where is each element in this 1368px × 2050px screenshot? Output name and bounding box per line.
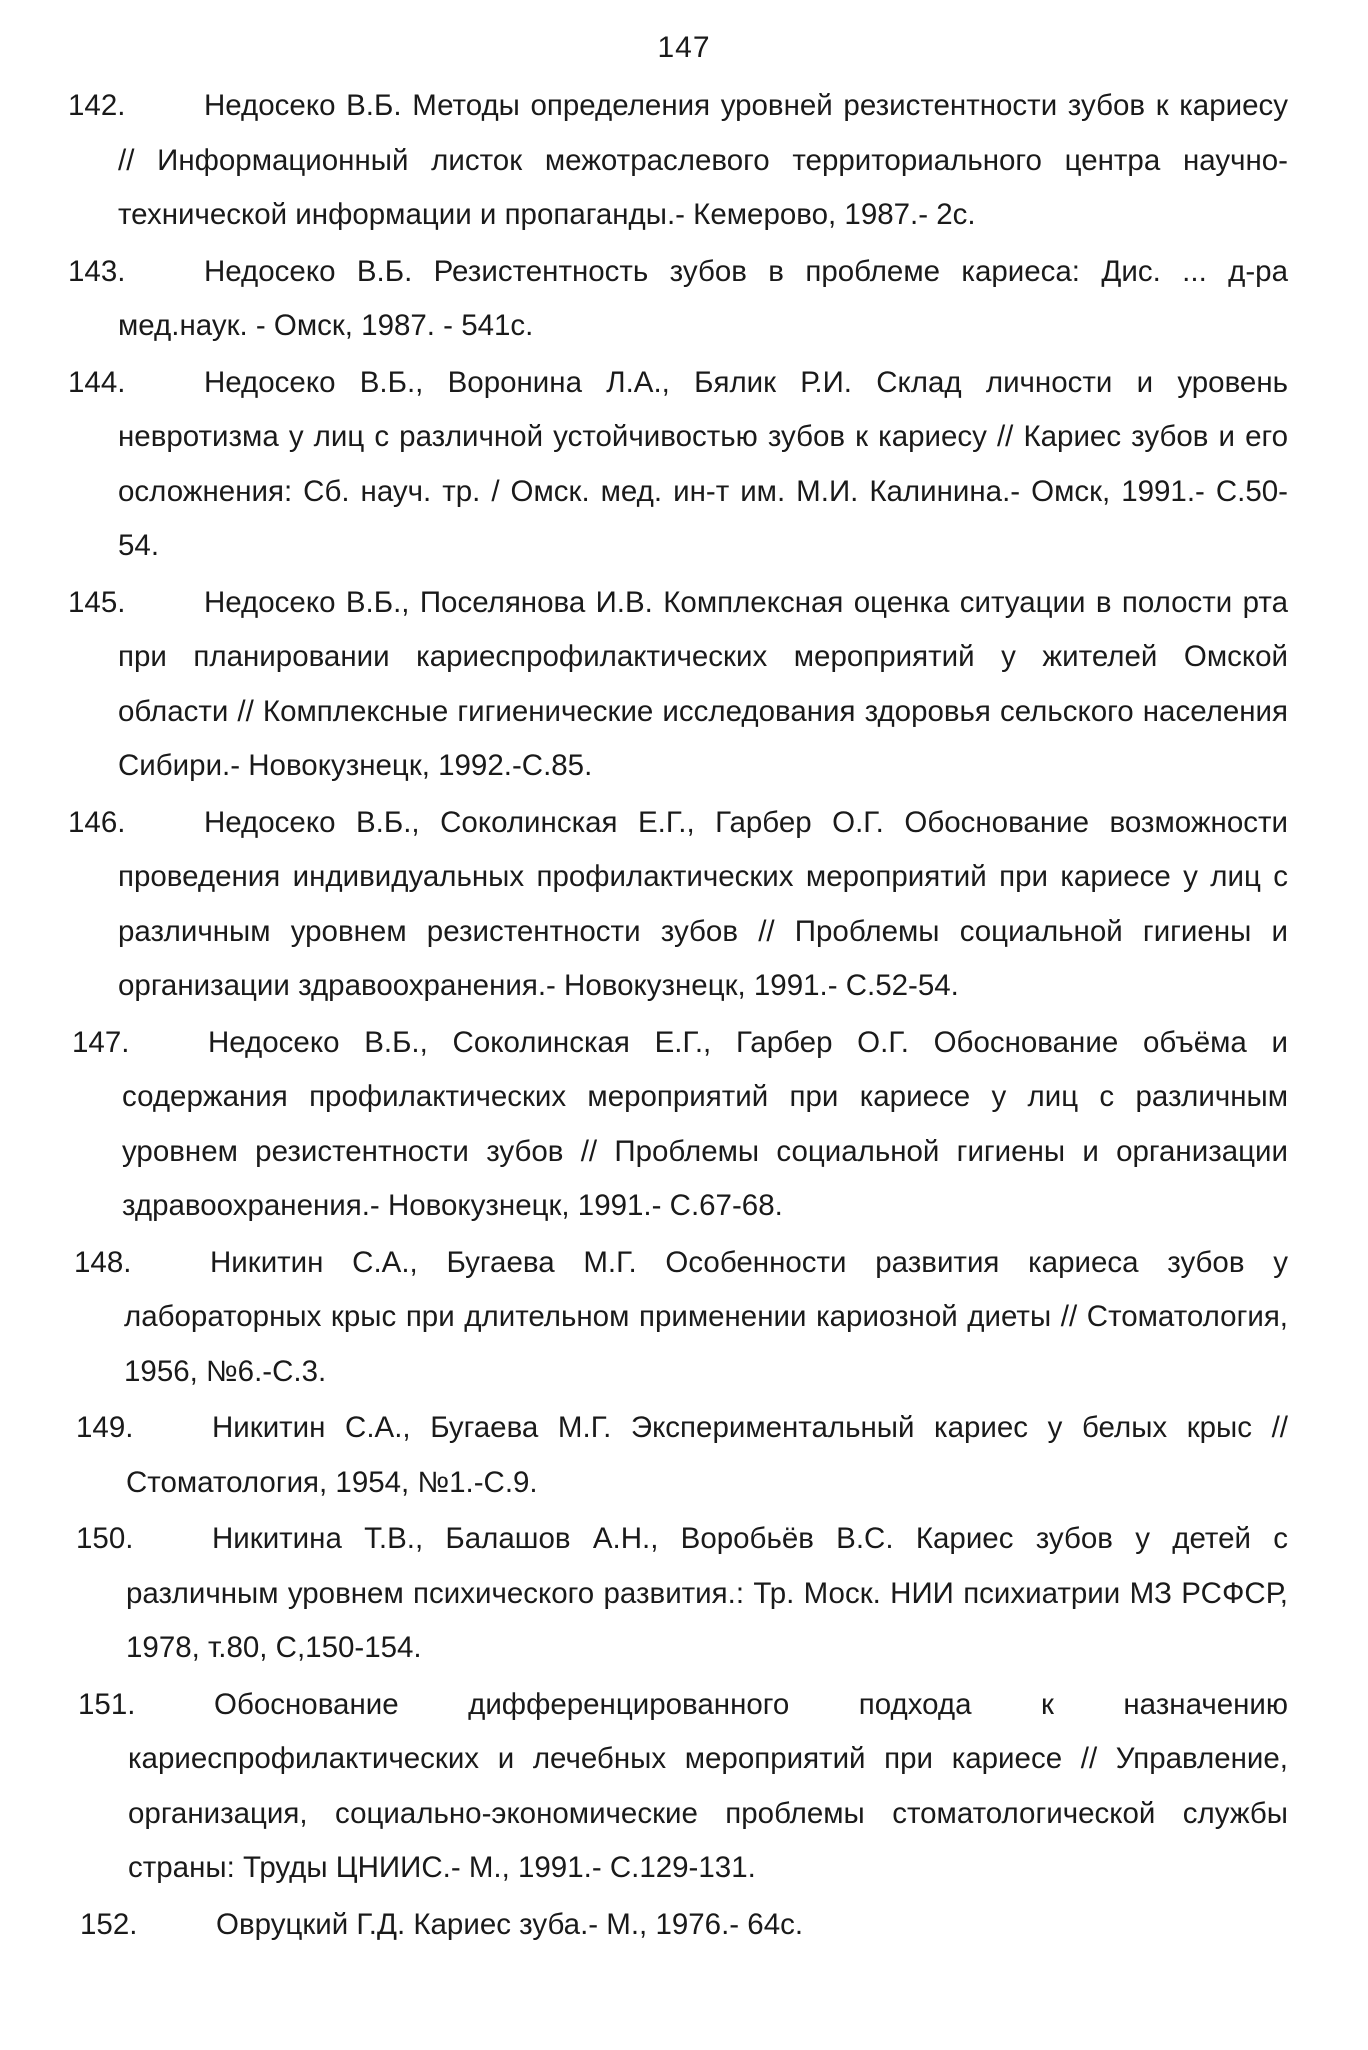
reference-text: Недосеко В.Б., Поселянова И.В. Комплексная оценка ситуации в полости рта при планировании кариеспрофилактических мероприятий у жителей Омской области // Комплексные гигиенические исследования здоровья сельского населения Сибири.- Новокузнецк, 1992.-С.85.: [118, 585, 1288, 782]
reference-number: 152.: [80, 1907, 138, 1941]
reference-item: [76, 1401, 1288, 1510]
reference-number: 149.: [76, 1411, 134, 1444]
reference-text: Никитин С.А., Бугаева М.Г. Особенности развития кариеса зубов у лабораторных крыс при длительном применении кариозной диеты // Стоматология, 1956, №6.-С.3.: [124, 1245, 1288, 1388]
reference-text: Никитина Т.В., Балашов А.Н., Воробьёв В.С. Кариес зубов у детей с различным уровнем психического развития.: Тр. Моск. НИИ психиатрии МЗ РСФСР, 1978, т.80, С,150-154.: [126, 1522, 1288, 1664]
reference-text: Овруцкий Г.Д. Кариес зуба.- М., 1976.- 64с.: [216, 1907, 804, 1941]
page-number: 147: [657, 31, 711, 64]
reference-item: [78, 1678, 1288, 1896]
reference-number: 147.: [72, 1025, 130, 1059]
reference-item: [76, 1512, 1288, 1676]
reference-item: [74, 1236, 1288, 1400]
reference-number: 142.: [68, 89, 126, 122]
reference-number: 151.: [78, 1687, 136, 1721]
reference-number: 148.: [74, 1245, 132, 1279]
reference-text: Недосеко В.Б., Соколинская Е.Г., Гарбер О.Г. Обоснование объёма и содержания профилактических мероприятий при кариесе у лиц с различным уровнем резистентности зубов // Проблемы социальной гигиены и организации здравоохранения.- Новокузнецк, 1991.- С.67-68.: [122, 1025, 1288, 1222]
reference-text: Недосеко В.Б. Резистентность зубов в проблеме кариеса: Дис. ... д-ра мед.наук. - Омск, 1987. - 541с.: [118, 254, 1288, 342]
reference-item: [68, 356, 1288, 574]
reference-item: [68, 796, 1288, 1014]
reference-number: 143.: [68, 254, 126, 288]
reference-item: [68, 245, 1288, 354]
reference-item: [80, 1898, 1288, 1953]
reference-text: Недосеко В.Б., Соколинская Е.Г., Гарбер О.Г. Обоснование возможности проведения индивидуальных профилактических мероприятий при кариесе у лиц с различным уровнем резистентности зубов // Проблемы социальной гигиены и организации здравоохранения.- Новокузнецк, 1991.- С.52-54.: [118, 805, 1288, 1002]
reference-item: [68, 576, 1288, 794]
reference-number: 144.: [68, 365, 126, 399]
reference-item: [72, 1016, 1288, 1234]
reference-text: Никитин С.А., Бугаева М.Г. Экспериментальный кариес у белых крыс // Стоматология, 1954, №1.-С.9.: [126, 1411, 1288, 1499]
reference-number: 146.: [68, 805, 126, 839]
reference-item: [68, 79, 1288, 243]
reference-list: [68, 79, 1288, 1954]
reference-text: Недосеко В.Б., Воронина Л.А., Бялик Р.И. Склад личности и уровень невротизма у лиц с различной устойчивостью зубов к кариесу // Кариес зубов и его осложнения: Сб. науч. тр. / Омск. мед. ин-т им. М.И. Калинина.- Омск, 1991.- С.50-54.: [118, 365, 1288, 562]
reference-number: 150.: [76, 1522, 134, 1555]
reference-text: Недосеко В.Б. Методы определения уровней резистентности зубов к кариесу // Информационный листок межотраслевого территориального центра научно-технической информации и пропаганды.- Кемерово, 1987.- 2с.: [118, 89, 1288, 231]
reference-number: 145.: [68, 585, 126, 619]
reference-text: Обоснование дифференцированного подхода к назначению кариеспрофилактических и лечебных мероприятий при кариесе // Управление, организация, социально-экономические проблемы стоматологической службы страны: Труды ЦНИИС.- М., 1991.- С.129-131.: [128, 1687, 1288, 1884]
